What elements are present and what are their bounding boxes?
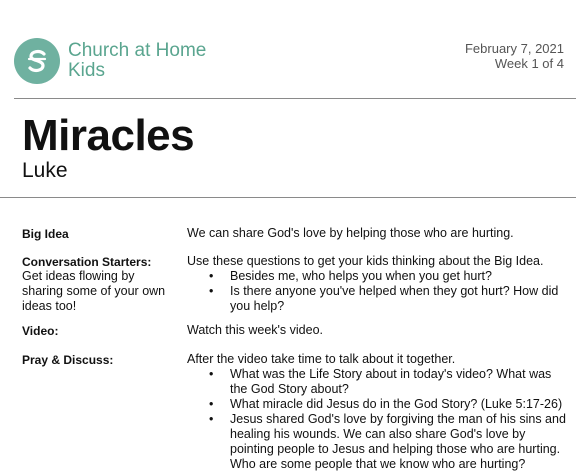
page-header — [0, 0, 576, 99]
list-item: • What miracle did Jesus do in the God Story? (Luke 5:17-26) — [209, 397, 569, 412]
conversation-sublabel: Get ideas flowing by sharing some of your own ideas too! — [22, 269, 166, 313]
church-at-home-logo-icon — [14, 38, 60, 84]
pray-intro: After the video take time to talk about it together. — [187, 352, 456, 366]
list-item: • Jesus shared God's love by forgiving the man of his sins and healing his wounds. We can also share God's love by pointing people to Jesus and helping those who are hurting. Who are some people that we know who are hurting? — [209, 412, 569, 472]
lesson-book: Luke — [22, 159, 68, 182]
brand-name — [68, 41, 206, 81]
lesson-date: February 7, 2021 — [464, 41, 564, 56]
video-text: Watch this week's video. — [187, 323, 324, 337]
list-item: • Besides me, who helps you when you get hurt? — [209, 269, 569, 284]
pray-questions — [209, 367, 569, 472]
brand-line-2: Kids — [68, 60, 105, 81]
title-divider — [0, 197, 576, 198]
conversation-intro: Use these questions to get your kids thinking about the Big Idea. — [187, 254, 544, 268]
conversation-questions — [209, 269, 569, 314]
big-idea-text: We can share God's love by helping those who are hurting. — [187, 226, 514, 240]
lesson-meta — [465, 41, 564, 71]
lesson-week: Week 1 of 4 — [494, 56, 564, 71]
list-item: • Is there anyone you've helped when they got hurt? How did you help? — [209, 284, 569, 314]
conversation-label: Conversation Starters: — [22, 255, 152, 269]
pray-label: Pray & Discuss: — [22, 353, 114, 367]
big-idea-label: Big Idea — [22, 227, 69, 241]
brand-line-1: Church at Home — [68, 40, 207, 61]
lesson-title: Miracles — [22, 111, 195, 160]
header-divider — [14, 98, 576, 99]
list-item: • What was the Life Story about in today's video? What was the God Story about? — [209, 367, 569, 397]
video-label: Video: — [22, 324, 59, 338]
